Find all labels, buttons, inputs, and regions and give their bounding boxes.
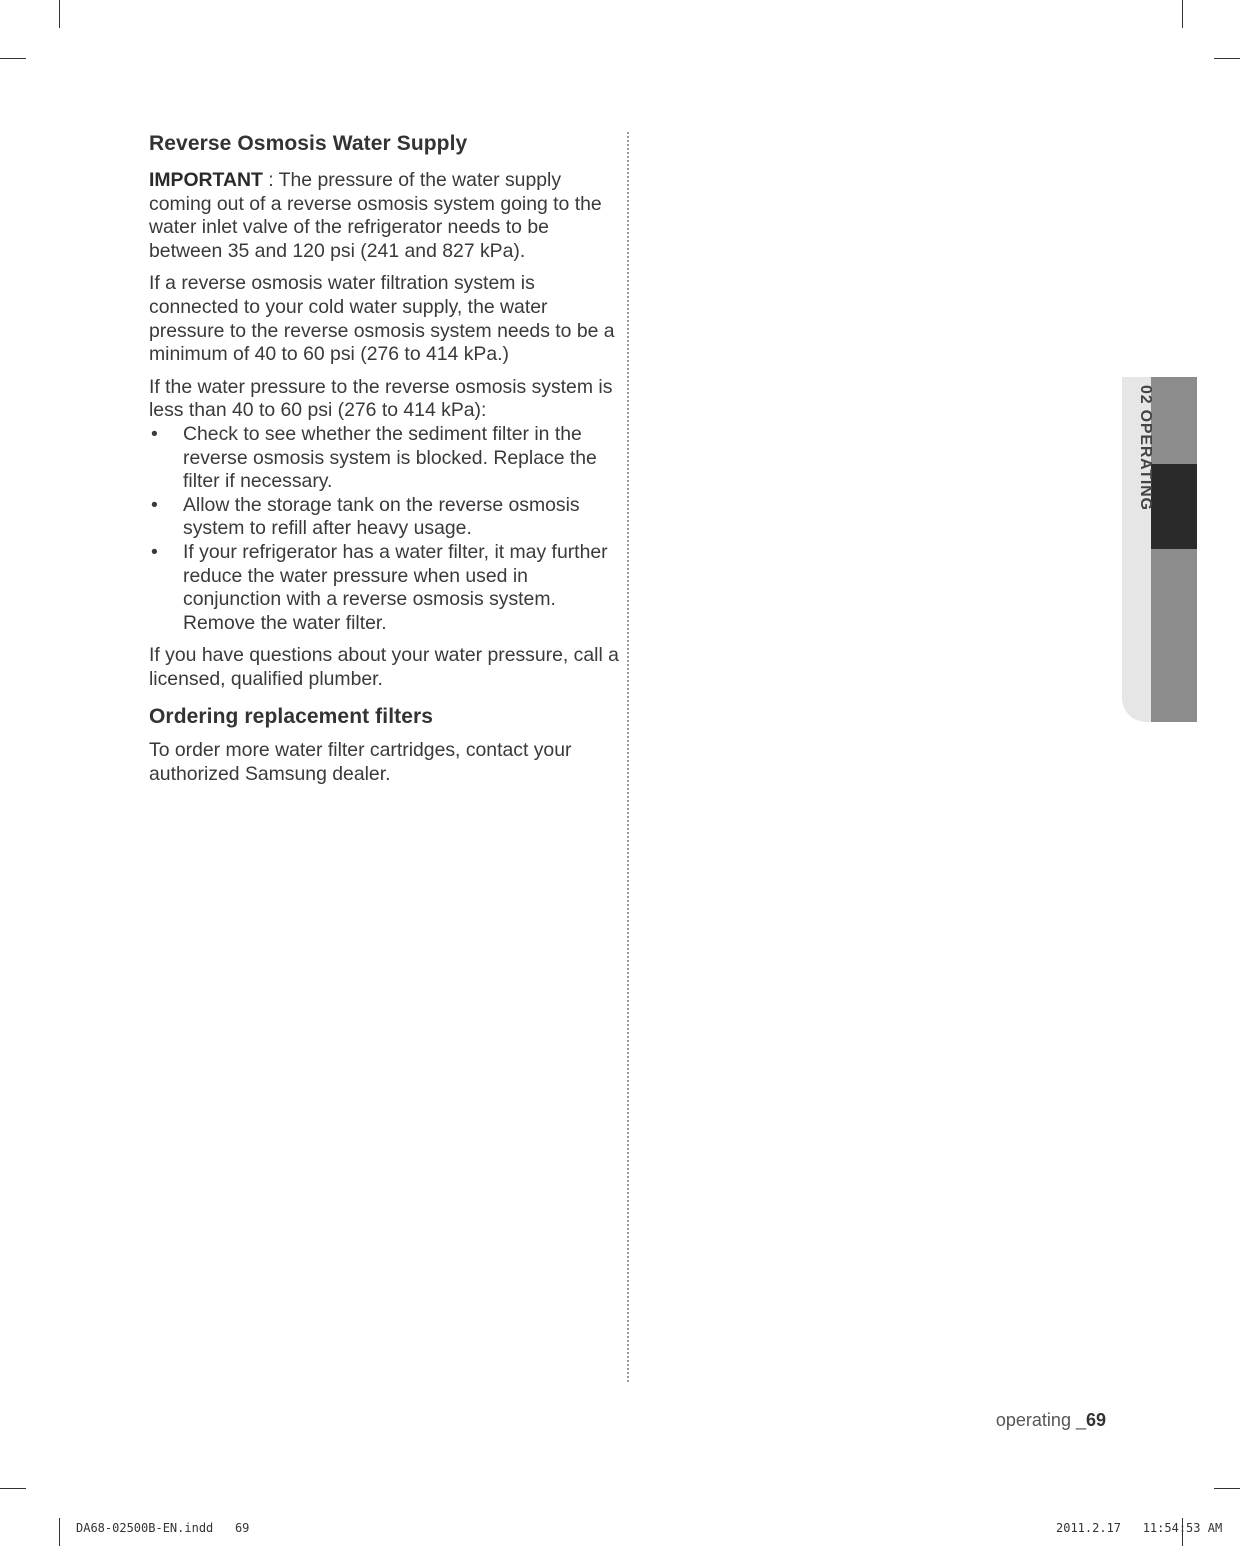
section-heading-reverse-osmosis: Reverse Osmosis Water Supply xyxy=(149,132,468,155)
side-tab-active-segment xyxy=(1151,464,1197,549)
crop-mark xyxy=(59,1518,60,1546)
crop-mark xyxy=(1182,0,1183,28)
paragraph-plumber: If you have questions about your water pressure, call a licensed, qualified plumber. xyxy=(149,644,619,690)
side-tab-label: 02 OPERATING xyxy=(1137,385,1154,511)
page-footer xyxy=(996,1410,1106,1431)
important-paragraph xyxy=(149,169,619,263)
list-item-text: If your refrigerator has a water filter, it may further reduce the water pressure when used in conjunction with a reverse osmosis system. Remove the water filter. xyxy=(183,540,608,634)
paragraph-ordering: To order more water filter cartridges, contact your authorized Samsung dealer. xyxy=(149,739,572,786)
footer-section-word: operating _ xyxy=(995,1410,1086,1430)
crop-mark xyxy=(1214,58,1240,59)
bullet-list xyxy=(149,423,619,635)
crop-mark xyxy=(59,0,60,28)
bullet-icon: • xyxy=(151,493,158,516)
slug-timestamp: 2011.2.17 11:54:53 AM xyxy=(1056,1521,1223,1535)
paragraph-filtration-system: If a reverse osmosis water filtration system is connected to your cold water supply, the water pressure to the reverse osmosis system needs to be a minimum of 40 to 60 psi (276 to 414 kPa.) xyxy=(149,272,615,366)
list-item-text: Check to see whether the sediment filter in the reverse osmosis system is blocked. Replace the filter if necessary. xyxy=(183,422,597,493)
bullet-icon: • xyxy=(151,540,158,563)
crop-mark xyxy=(1214,1488,1240,1489)
paragraph-low-pressure: If the water pressure to the reverse osmosis system is less than 40 to 60 psi (276 to 414 kPa): xyxy=(149,375,613,422)
slug-filename: DA68-02500B-EN.indd 69 xyxy=(76,1521,250,1535)
crop-mark xyxy=(0,58,26,59)
main-column xyxy=(149,130,619,796)
list-item-text: Allow the storage tank on the reverse osmosis system to refill after heavy usage. xyxy=(183,493,580,540)
list-item xyxy=(149,541,619,635)
column-divider xyxy=(627,132,629,1382)
section-heading-ordering-filters: Ordering replacement filters xyxy=(149,705,434,729)
bullet-icon: • xyxy=(151,422,158,445)
important-label: IMPORTANT xyxy=(149,169,263,191)
list-item xyxy=(149,494,619,541)
side-tab-segment xyxy=(1151,549,1197,722)
important-text: : The pressure of the water supply coming out of a reverse osmosis system going to the water inlet valve of the refrigerator needs to be between 35 and 120 psi (241 and 827 kPa). xyxy=(149,169,602,262)
list-item xyxy=(149,423,619,494)
crop-mark xyxy=(0,1488,26,1489)
page-number: 69 xyxy=(1085,1410,1106,1430)
side-tab-segment xyxy=(1151,377,1197,464)
